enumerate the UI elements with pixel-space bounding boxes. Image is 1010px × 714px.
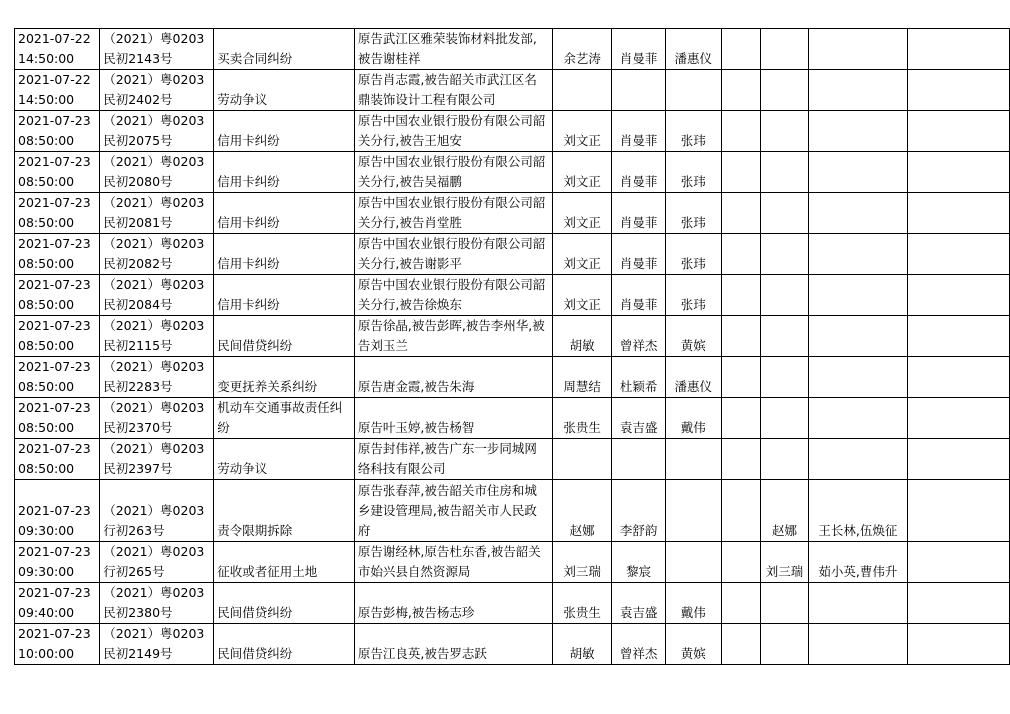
table-row [15,193,1010,234]
presiding-judge-cell: 赵娜 [552,480,612,542]
blank-cell [721,480,761,542]
blank-cell [721,357,761,398]
blank-cell [721,152,761,193]
clerk-cell: 黄嫔 [665,316,721,357]
case-cause-cell: 信用卡纠纷 [214,152,355,193]
parties-cell: 原告唐金霞,被告朱海 [354,357,552,398]
agent-cell [761,29,809,70]
clerk-cell [665,70,721,111]
case-number-cell: （2021）粤0203民初2075号 [100,111,214,152]
parties-cell: 原告中国农业银行股份有限公司韶关分行,被告徐焕东 [354,275,552,316]
blank-cell [907,152,1009,193]
panel-member-cell: 肖曼菲 [612,193,666,234]
presiding-judge-cell: 刘文正 [552,111,612,152]
case-number-cell: （2021）粤0203民初2402号 [100,70,214,111]
case-number-cell: （2021）粤0203民初2081号 [100,193,214,234]
blank-cell [907,29,1009,70]
blank-cell [907,111,1009,152]
presiding-judge-cell: 刘文正 [552,275,612,316]
case-cause-cell: 信用卡纠纷 [214,111,355,152]
parties-cell: 原告谢经林,原告杜东香,被告韶关市始兴县自然资源局 [354,542,552,583]
representatives-cell [808,234,907,275]
agent-cell [761,70,809,111]
clerk-cell: 黄嫔 [665,624,721,665]
blank-cell [907,70,1009,111]
agent-cell [761,624,809,665]
case-cause-cell: 买卖合同纠纷 [214,29,355,70]
clerk-cell: 张玮 [665,193,721,234]
parties-cell: 原告中国农业银行股份有限公司韶关分行,被告王旭安 [354,111,552,152]
blank-cell [907,275,1009,316]
blank-cell [721,439,761,480]
clerk-cell [665,480,721,542]
presiding-judge-cell: 余艺涛 [552,29,612,70]
parties-cell: 原告中国农业银行股份有限公司韶关分行,被告肖堂胜 [354,193,552,234]
hearing-time-cell: 2021-07-23 09:30:00 [15,480,100,542]
representatives-cell [808,111,907,152]
representatives-cell [808,439,907,480]
agent-cell [761,152,809,193]
case-number-cell: （2021）粤0203行初263号 [100,480,214,542]
presiding-judge-cell: 张贵生 [552,398,612,439]
representatives-cell [808,357,907,398]
hearing-time-cell: 2021-07-23 09:30:00 [15,542,100,583]
case-cause-cell: 责令限期拆除 [214,480,355,542]
case-number-cell: （2021）粤0203行初265号 [100,542,214,583]
panel-member-cell: 曾祥杰 [612,316,666,357]
case-number-cell: （2021）粤0203民初2380号 [100,583,214,624]
presiding-judge-cell: 张贵生 [552,583,612,624]
parties-cell: 原告中国农业银行股份有限公司韶关分行,被告吴福鹏 [354,152,552,193]
parties-cell: 原告中国农业银行股份有限公司韶关分行,被告谢影平 [354,234,552,275]
table-row [15,542,1010,583]
clerk-cell: 潘惠仪 [665,357,721,398]
case-number-cell: （2021）粤0203民初2084号 [100,275,214,316]
presiding-judge-cell: 胡敏 [552,316,612,357]
hearing-time-cell: 2021-07-23 08:50:00 [15,316,100,357]
clerk-cell: 张玮 [665,234,721,275]
parties-cell: 原告张春萍,被告韶关市住房和城乡建设管理局,被告韶关市人民政府 [354,480,552,542]
agent-cell [761,583,809,624]
panel-member-cell [612,70,666,111]
representatives-cell [808,152,907,193]
representatives-cell: 王长林,伍焕征 [808,480,907,542]
presiding-judge-cell [552,439,612,480]
blank-cell [907,542,1009,583]
case-cause-cell: 信用卡纠纷 [214,193,355,234]
parties-cell: 原告江良英,被告罗志跃 [354,624,552,665]
case-cause-cell: 变更抚养关系纠纷 [214,357,355,398]
panel-member-cell: 肖曼菲 [612,111,666,152]
agent-cell [761,111,809,152]
case-cause-cell: 机动车交通事故责任纠纷 [214,398,355,439]
blank-cell [721,398,761,439]
blank-cell [907,439,1009,480]
presiding-judge-cell [552,70,612,111]
blank-cell [907,193,1009,234]
hearing-schedule-table [14,28,1010,665]
blank-cell [907,398,1009,439]
table-row [15,234,1010,275]
presiding-judge-cell: 刘文正 [552,234,612,275]
blank-cell [907,583,1009,624]
clerk-cell: 张玮 [665,152,721,193]
parties-cell: 原告徐晶,被告彭晖,被告李州华,被告刘玉兰 [354,316,552,357]
hearing-time-cell: 2021-07-23 10:00:00 [15,624,100,665]
clerk-cell: 张玮 [665,275,721,316]
hearing-time-cell: 2021-07-23 08:50:00 [15,439,100,480]
presiding-judge-cell: 胡敏 [552,624,612,665]
table-row [15,624,1010,665]
case-number-cell: （2021）粤0203民初2397号 [100,439,214,480]
blank-cell [721,111,761,152]
panel-member-cell: 肖曼菲 [612,152,666,193]
case-number-cell: （2021）粤0203民初2143号 [100,29,214,70]
table-row [15,111,1010,152]
blank-cell [721,29,761,70]
agent-cell [761,316,809,357]
blank-cell [721,193,761,234]
hearing-time-cell: 2021-07-23 08:50:00 [15,398,100,439]
panel-member-cell [612,439,666,480]
hearing-time-cell: 2021-07-22 14:50:00 [15,29,100,70]
panel-member-cell: 肖曼菲 [612,29,666,70]
clerk-cell: 戴伟 [665,583,721,624]
case-cause-cell: 民间借贷纠纷 [214,316,355,357]
table-row [15,29,1010,70]
parties-cell: 原告叶玉婷,被告杨智 [354,398,552,439]
blank-cell [907,357,1009,398]
presiding-judge-cell: 刘三瑞 [552,542,612,583]
panel-member-cell: 肖曼菲 [612,234,666,275]
blank-cell [721,583,761,624]
panel-member-cell: 肖曼菲 [612,275,666,316]
table-row [15,398,1010,439]
panel-member-cell: 袁吉盛 [612,583,666,624]
case-cause-cell: 民间借贷纠纷 [214,624,355,665]
case-cause-cell: 劳动争议 [214,439,355,480]
case-cause-cell: 征收或者征用土地 [214,542,355,583]
presiding-judge-cell: 刘文正 [552,152,612,193]
hearing-time-cell: 2021-07-23 08:50:00 [15,193,100,234]
table-row [15,152,1010,193]
table-body [15,29,1010,665]
blank-cell [721,70,761,111]
agent-cell [761,357,809,398]
case-cause-cell: 民间借贷纠纷 [214,583,355,624]
blank-cell [907,624,1009,665]
case-number-cell: （2021）粤0203民初2149号 [100,624,214,665]
panel-member-cell: 杜颖希 [612,357,666,398]
panel-member-cell: 曾祥杰 [612,624,666,665]
hearing-time-cell: 2021-07-23 09:40:00 [15,583,100,624]
clerk-cell [665,542,721,583]
table-row [15,275,1010,316]
clerk-cell: 潘惠仪 [665,29,721,70]
blank-cell [907,316,1009,357]
table-row [15,316,1010,357]
case-number-cell: （2021）粤0203民初2283号 [100,357,214,398]
case-cause-cell: 信用卡纠纷 [214,234,355,275]
representatives-cell [808,316,907,357]
panel-member-cell: 黎宸 [612,542,666,583]
agent-cell [761,193,809,234]
case-number-cell: （2021）粤0203民初2115号 [100,316,214,357]
blank-cell [907,234,1009,275]
presiding-judge-cell: 刘文正 [552,193,612,234]
hearing-time-cell: 2021-07-22 14:50:00 [15,70,100,111]
case-cause-cell: 劳动争议 [214,70,355,111]
hearing-time-cell: 2021-07-23 08:50:00 [15,357,100,398]
representatives-cell [808,398,907,439]
representatives-cell [808,583,907,624]
agent-cell [761,439,809,480]
blank-cell [721,542,761,583]
parties-cell: 原告封伟祥,被告广东一步同城网络科技有限公司 [354,439,552,480]
panel-member-cell: 李舒韵 [612,480,666,542]
table-row [15,439,1010,480]
agent-cell: 赵娜 [761,480,809,542]
representatives-cell [808,275,907,316]
blank-cell [721,316,761,357]
blank-cell [721,234,761,275]
table-row [15,480,1010,542]
agent-cell [761,275,809,316]
clerk-cell [665,439,721,480]
hearing-time-cell: 2021-07-23 08:50:00 [15,111,100,152]
case-cause-cell: 信用卡纠纷 [214,275,355,316]
clerk-cell: 张玮 [665,111,721,152]
parties-cell: 原告彭梅,被告杨志珍 [354,583,552,624]
table-row [15,357,1010,398]
table-row [15,583,1010,624]
clerk-cell: 戴伟 [665,398,721,439]
case-number-cell: （2021）粤0203民初2082号 [100,234,214,275]
hearing-time-cell: 2021-07-23 08:50:00 [15,234,100,275]
hearing-time-cell: 2021-07-23 08:50:00 [15,152,100,193]
agent-cell: 刘三瑞 [761,542,809,583]
blank-cell [721,624,761,665]
case-number-cell: （2021）粤0203民初2080号 [100,152,214,193]
blank-cell [907,480,1009,542]
table-row [15,70,1010,111]
representatives-cell: 茹小英,曹伟升 [808,542,907,583]
case-number-cell: （2021）粤0203民初2370号 [100,398,214,439]
presiding-judge-cell: 周慧结 [552,357,612,398]
representatives-cell [808,70,907,111]
parties-cell: 原告武江区雅荣装饰材料批发部,被告谢桂祥 [354,29,552,70]
representatives-cell [808,29,907,70]
representatives-cell [808,193,907,234]
parties-cell: 原告肖志霞,被告韶关市武江区名鼎装饰设计工程有限公司 [354,70,552,111]
hearing-time-cell: 2021-07-23 08:50:00 [15,275,100,316]
agent-cell [761,234,809,275]
agent-cell [761,398,809,439]
blank-cell [721,275,761,316]
panel-member-cell: 袁吉盛 [612,398,666,439]
representatives-cell [808,624,907,665]
